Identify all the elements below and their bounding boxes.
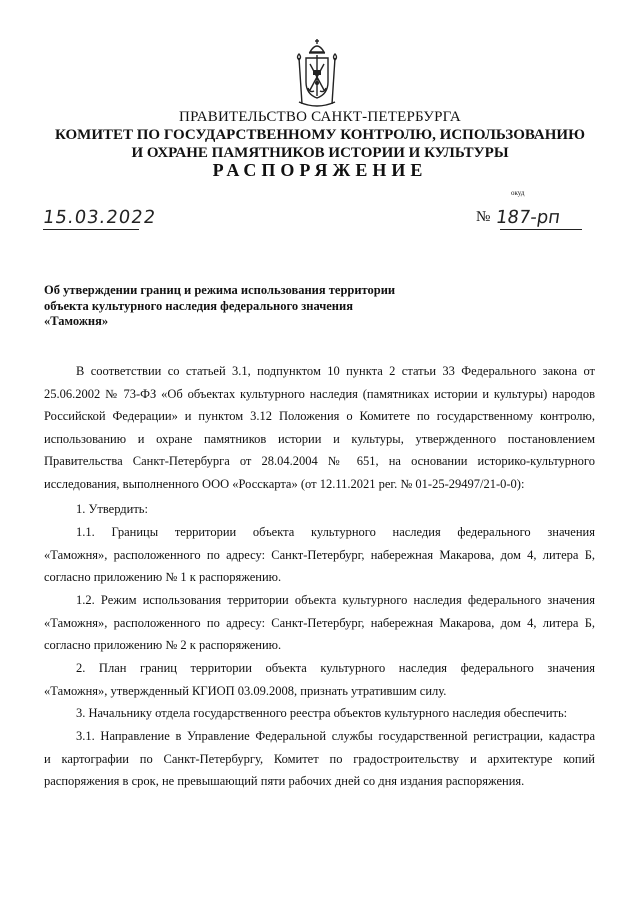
text-line: распоряжения в срок, не превышающий пяти рабочих дней со дня издания распоряжения. xyxy=(44,774,525,788)
date-underline xyxy=(43,229,139,230)
text-line: согласно приложению № 2 к распоряжению. xyxy=(44,638,282,652)
subject-line: Об утверждении границ и режима использования территории xyxy=(44,283,396,297)
document-date: 15.03.2022 xyxy=(41,207,158,228)
document-number xyxy=(476,207,560,228)
text-line: 25.06.2002 № 73-ФЗ «Об объектах культурного наследия (памятниках истории и культуры) народов xyxy=(44,386,595,401)
text-line: «Таможня», расположенного по адресу: Санкт-Петербург, набережная Макарова, дом 4, литера Б, xyxy=(44,547,595,562)
text-line: В соответствии со статьей 3.1, подпунктом 10 пункта 2 статьи 33 Федерального закона от xyxy=(76,364,595,378)
text-line: согласно приложению № 1 к распоряжению. xyxy=(44,570,282,584)
subject-line: объекта культурного наследия федерального значения xyxy=(44,298,353,313)
text-line: 1.1. Границы территории объекта культурного наследия федерального значения xyxy=(76,525,595,539)
committee-title xyxy=(0,126,640,162)
committee-title-line2: И ОХРАНЕ ПАМЯТНИКОВ ИСТОРИИ И КУЛЬТУРЫ xyxy=(131,145,509,161)
text-line: 1. Утвердить: xyxy=(76,502,148,516)
paragraph-item-3-1 xyxy=(44,725,595,793)
document-type-title: РАСПОРЯЖЕНИЕ xyxy=(212,160,428,180)
paragraph-item-1 xyxy=(44,498,595,521)
okud-label: окуд xyxy=(511,189,525,197)
paragraph-item-1-2 xyxy=(44,589,595,657)
paragraph-preamble xyxy=(44,360,595,495)
paragraph-item-3 xyxy=(44,702,595,725)
coat-of-arms-emblem xyxy=(293,38,341,110)
number-underline xyxy=(500,229,582,230)
text-line: «Таможня», расположенного по адресу: Санкт-Петербург, набережная Макарова, дом 4, литера Б, xyxy=(44,615,595,630)
text-line: Правительства Санкт-Петербурга от 28.04.2004 № 651, на основании историко-культурного xyxy=(44,454,595,468)
number-sign: № xyxy=(476,209,491,225)
text-line: Российской Федерации» и пунктом 3.12 Положения о Комитете по государственному контролю, xyxy=(44,409,595,423)
text-line: 3. Начальнику отдела государственного реестра объектов культурного наследия обеспечить: xyxy=(76,706,568,720)
paragraph-item-1-1 xyxy=(44,521,595,589)
text-line: 1.2. Режим использования территории объекта культурного наследия федерального значения xyxy=(76,593,595,607)
subject-line: «Таможня» xyxy=(44,314,109,328)
text-line: «Таможня», утвержденный КГИОП 03.09.2008, признать утратившим силу. xyxy=(44,683,447,698)
document-subject xyxy=(44,283,444,330)
text-line: использованию и охране памятников истории и культуры, утвержденного постановлением xyxy=(44,431,595,446)
text-line: 3.1. Направление в Управление Федеральной службы государственной регистрации, кадастра xyxy=(76,729,595,743)
text-line: и картографии по Санкт-Петербургу, Комитет по градостроительству и архитектуре копий xyxy=(44,751,595,766)
text-line: исследования, выполненного ООО «Росскарта» (от 12.11.2021 рег. № 01-25-29497/21-0-0): xyxy=(44,476,525,491)
number-value: 187-рп xyxy=(494,207,562,228)
text-line: 2. План границ территории объекта культурного наследия федерального значения xyxy=(76,661,595,675)
government-title: ПРАВИТЕЛЬСТВО САНКТ-ПЕТЕРБУРГА xyxy=(179,109,461,125)
committee-title-line1: КОМИТЕТ ПО ГОСУДАРСТВЕННОМУ КОНТРОЛЮ, ИСПОЛЬЗОВАНИЮ xyxy=(55,127,585,143)
paragraph-item-2 xyxy=(44,657,595,702)
